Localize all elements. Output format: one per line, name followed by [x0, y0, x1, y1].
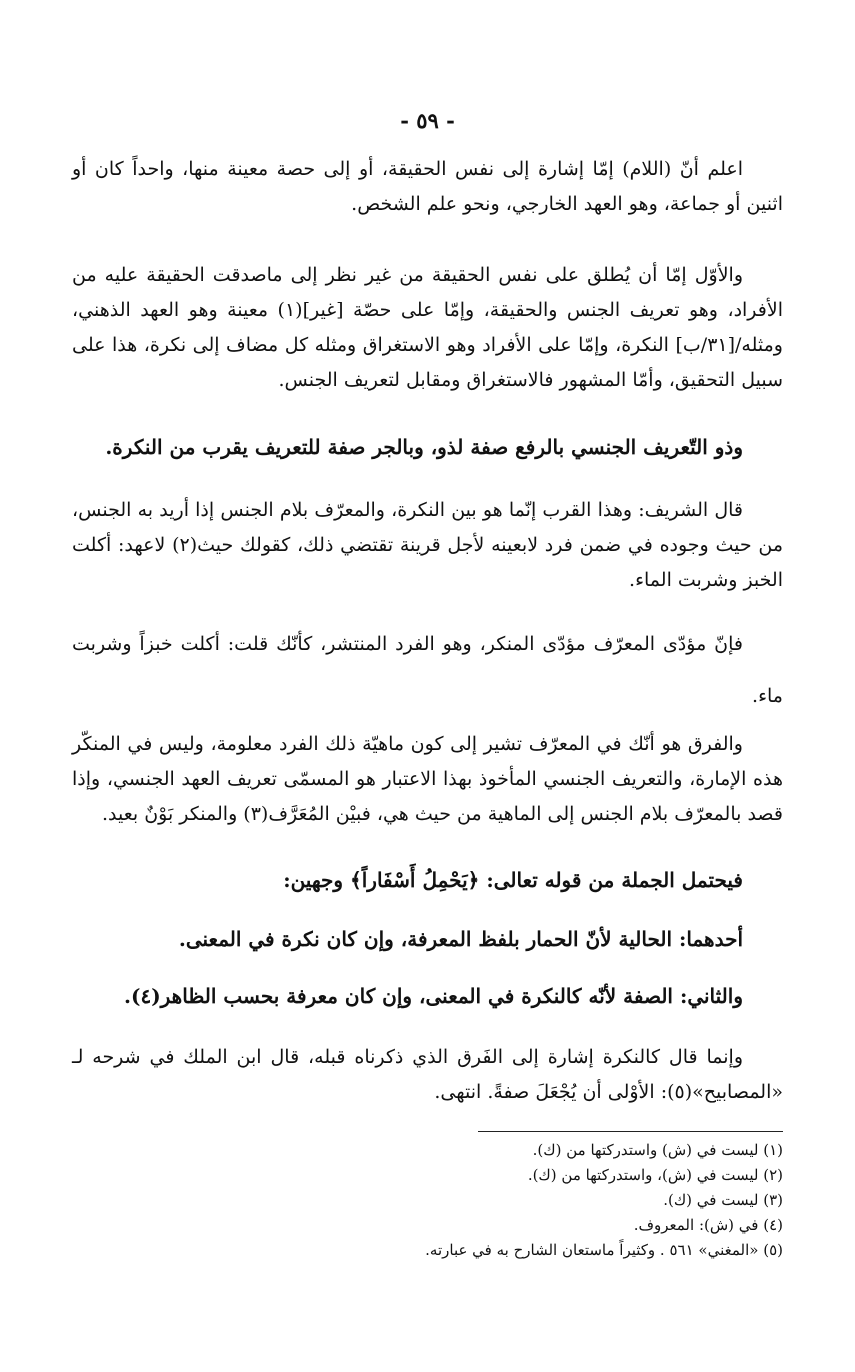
page-number: - ٥٩ -	[400, 108, 455, 133]
paragraph-7	[72, 863, 783, 898]
paragraph-2	[72, 258, 783, 398]
paragraph-10	[72, 1040, 783, 1110]
paragraph-8-text: أحدهما: الحالية لأنّ الحمار بلفظ المعرفة، وإن كان نكرة في المعنى.	[178, 927, 743, 951]
paragraph-7-text: فيحتمل الجملة من قوله تعالى: ﴿يَحْمِلُ أَسْفَاراً﴾ وجهين:	[283, 868, 743, 892]
paragraph-2-text: والأوّل إمّا أن يُطلق على نفس الحقيقة من غير نظر إلى ماصدقت الحقيقة عليه من الأفراد، وهو تعريف الجنس والحقيقة، وإمّا على حصّة [غير](١) معينة وهو العهد الذهني، ومثله/[٣١/ب] النكرة، وإمّا على الأفراد وهو الاستغراق ومثله كل مضاف إلى نكرة، هذا على سبيل التحقيق، وأمّا المشهور فالاستغراق ومقابل لتعريف الجنس.	[72, 264, 783, 391]
paragraph-3	[72, 430, 783, 465]
footnote-5: (٥) «المغني» ٥٦١ . وكثيراً ماستعان الشارح به في عبارته.	[425, 1241, 783, 1259]
footnote-divider	[478, 1131, 783, 1132]
paragraph-4	[72, 493, 783, 598]
paragraph-5-text: فإنّ مؤدّى المعرّف مؤدّى المنكر، وهو الفرد المنتشر، كأنّك قلت: أكلت خبزاً وشربت ماء.	[72, 633, 783, 707]
paragraph-6	[72, 727, 783, 832]
paragraph-3-text: وذو التّعريف الجنسي بالرفع صفة لذو، وبالجر صفة للتعريف يقرب من النكرة.	[105, 435, 743, 459]
footnote-4: (٤) في (ش): المعروف.	[633, 1216, 783, 1234]
paragraph-4-text: قال الشريف: وهذا القرب إنّما هو بين النكرة، والمعرّف بلام الجنس إذا أريد به الجنس، من حيث وجوده في ضمن فرد لابعينه لأجل قرينة تقتضي ذلك، كقولك حيث(٢) لاعهد: أكلت الخبز وشربت الماء.	[72, 499, 784, 591]
paragraph-10-text: وإنما قال كالنكرة إشارة إلى الفَرق الذي ذكرناه قبله، قال ابن الملك في شرحه لـ «المصابيح»(٥): الأوْلى أن يُجْعَلَ صفةً. انتهى.	[72, 1046, 783, 1103]
footnote-2: (٢) ليست في (ش)، واستدركتها من (ك).	[527, 1166, 783, 1184]
paragraph-9-text: والثاني: الصفة لأنّه كالنكرة في المعنى، وإن كان معرفة بحسب الظاهر(٤).	[124, 984, 743, 1008]
paragraph-6-text: والفرق هو أنّك في المعرّف تشير إلى كون ماهيّة ذلك الفرد معلومة، وليس في المنكّر هذه الإمارة، والتعريف الجنسي المأخوذ بهذا الاعتبار هو المسمّى تعريف العهد الجنسي، وإذا قصد بالمعرّف بلام الجنس إلى الماهية من حيث هي، فبيْن المُعَرَّف(٣) والمنكر بَوْنٌ بعيد.	[72, 733, 783, 825]
paragraph-9	[72, 979, 783, 1014]
footnote-3: (٣) ليست في (ك).	[663, 1191, 783, 1209]
paragraph-5	[72, 618, 783, 722]
paragraph-1	[72, 152, 783, 222]
paragraph-1-text: اعلم أنّ (اللام) إمّا إشارة إلى نفس الحقيقة، أو إلى حصة معينة منها، واحداً كان أو اثنين أو جماعة، وهو العهد الخارجي، ونحو علم الشخص.	[72, 158, 783, 215]
footnote-1: (١) ليست في (ش) واستدركتها من (ك).	[532, 1141, 783, 1159]
footnotes	[300, 1138, 783, 1263]
paragraph-8	[72, 922, 783, 957]
